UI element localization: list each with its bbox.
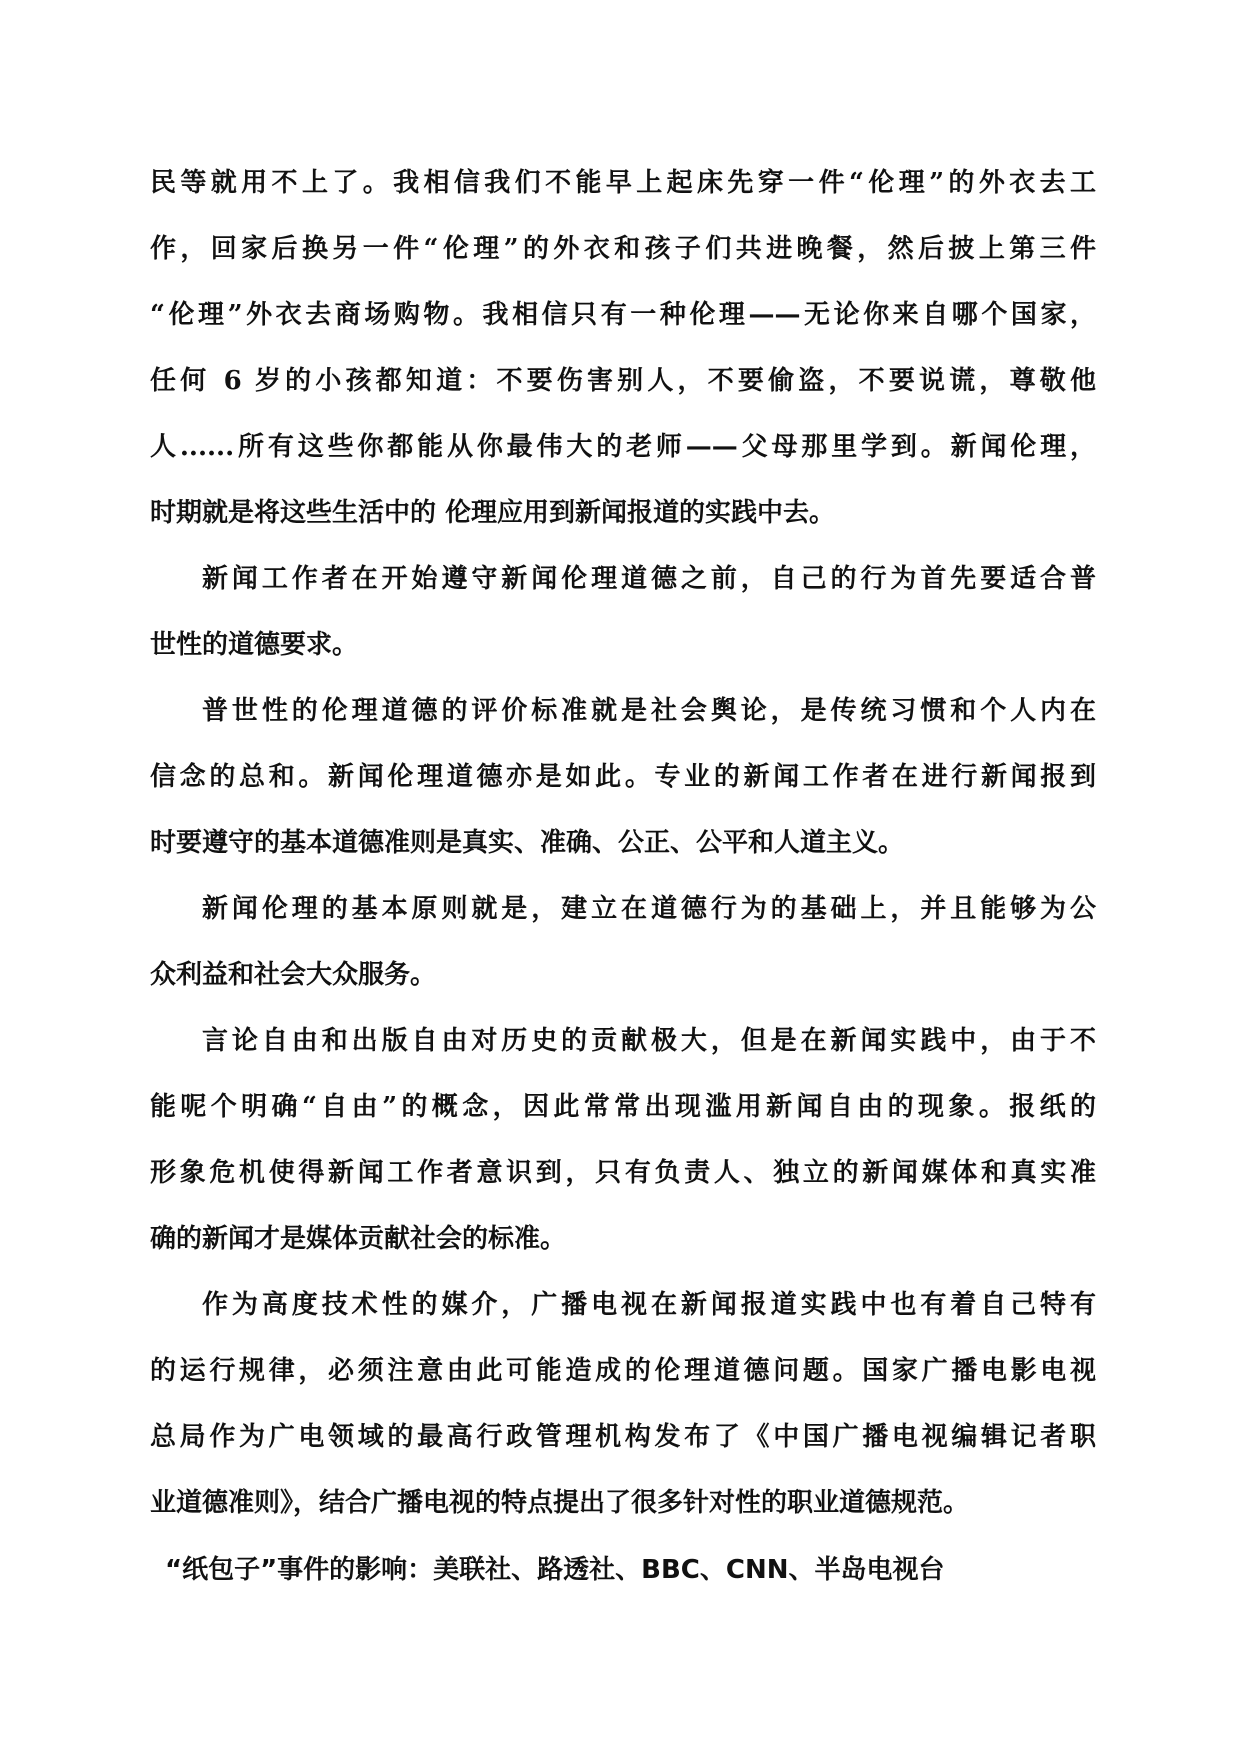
text-line: 确的新闻才是媒体贡献社会的标准。 <box>150 1224 567 1254</box>
text-line: 民等就用不上了。我相信我们不能早上起床先穿一件“伦理”的外衣去工 <box>150 168 1096 198</box>
text-line: 世性的道德要求。 <box>150 630 359 660</box>
final-line: “纸包子”事件的影响：美联社、路透社、BBC、CNN、半岛电视台 <box>165 1555 945 1585</box>
text-line: 时期就是将这些生活中的 伦理应用到新闻报道的实践中去。 <box>150 498 836 528</box>
body-text <box>150 150 1096 1536</box>
text-line: 众利益和社会大众服务。 <box>150 960 437 990</box>
text-line: 新闻伦理的基本原则就是，建立在道德行为的基础上，并且能够为公 <box>202 894 1096 924</box>
text-line: 信念的总和。新闻伦理道德亦是如此。专业的新闻工作者在进行新闻报到 <box>150 762 1096 792</box>
text-line: 人......所有这些你都能从你最伟大的老师——父母那里学到。新闻伦理， <box>150 432 1096 462</box>
text-line: 业道德准则》，结合广播电视的特点提出了很多针对性的职业道德规范。 <box>150 1488 970 1518</box>
text-line: 言论自由和出版自由对历史的贡献极大，但是在新闻实践中，由于不 <box>202 1026 1096 1056</box>
text-line: “伦理”外衣去商场购物。我相信只有一种伦理——无论你来自哪个国家， <box>150 300 1096 330</box>
text-line: 新闻工作者在开始遵守新闻伦理道德之前，自己的行为首先要适合普 <box>202 564 1096 594</box>
paragraph <box>150 1008 1096 1272</box>
paragraph <box>150 876 1096 1008</box>
text-line: 任何 6 岁的小孩都知道：不要伤害别人，不要偷盗，不要说谎，尊敬他 <box>150 366 1096 396</box>
paragraph <box>150 1272 1096 1536</box>
text-line: 作为高度技术性的媒介，广播电视在新闻报道实践中也有着自己特有 <box>202 1290 1096 1320</box>
text-line: 的运行规律，必须注意由此可能造成的伦理道德问题。国家广播电影电视 <box>150 1356 1096 1386</box>
paragraph <box>150 150 1096 546</box>
paragraph <box>150 546 1096 678</box>
text-line: 时要遵守的基本道德准则是真实、准确、公正、公平和人道主义。 <box>150 828 905 858</box>
text-line: 作，回家后换另一件“伦理”的外衣和孩子们共进晚餐，然后披上第三件 <box>150 234 1096 264</box>
text-line: 形象危机使得新闻工作者意识到，只有负责人、独立的新闻媒体和真实准 <box>150 1158 1096 1188</box>
paragraph <box>150 678 1096 876</box>
text-line: 普世性的伦理道德的评价标准就是社会舆论，是传统习惯和个人内在 <box>202 696 1096 726</box>
text-line: 能呢个明确“自由”的概念，因此常常出现滥用新闻自由的现象。报纸的 <box>150 1092 1096 1122</box>
text-line: 总局作为广电领域的最高行政管理机构发布了《中国广播电视编辑记者职 <box>150 1422 1096 1452</box>
